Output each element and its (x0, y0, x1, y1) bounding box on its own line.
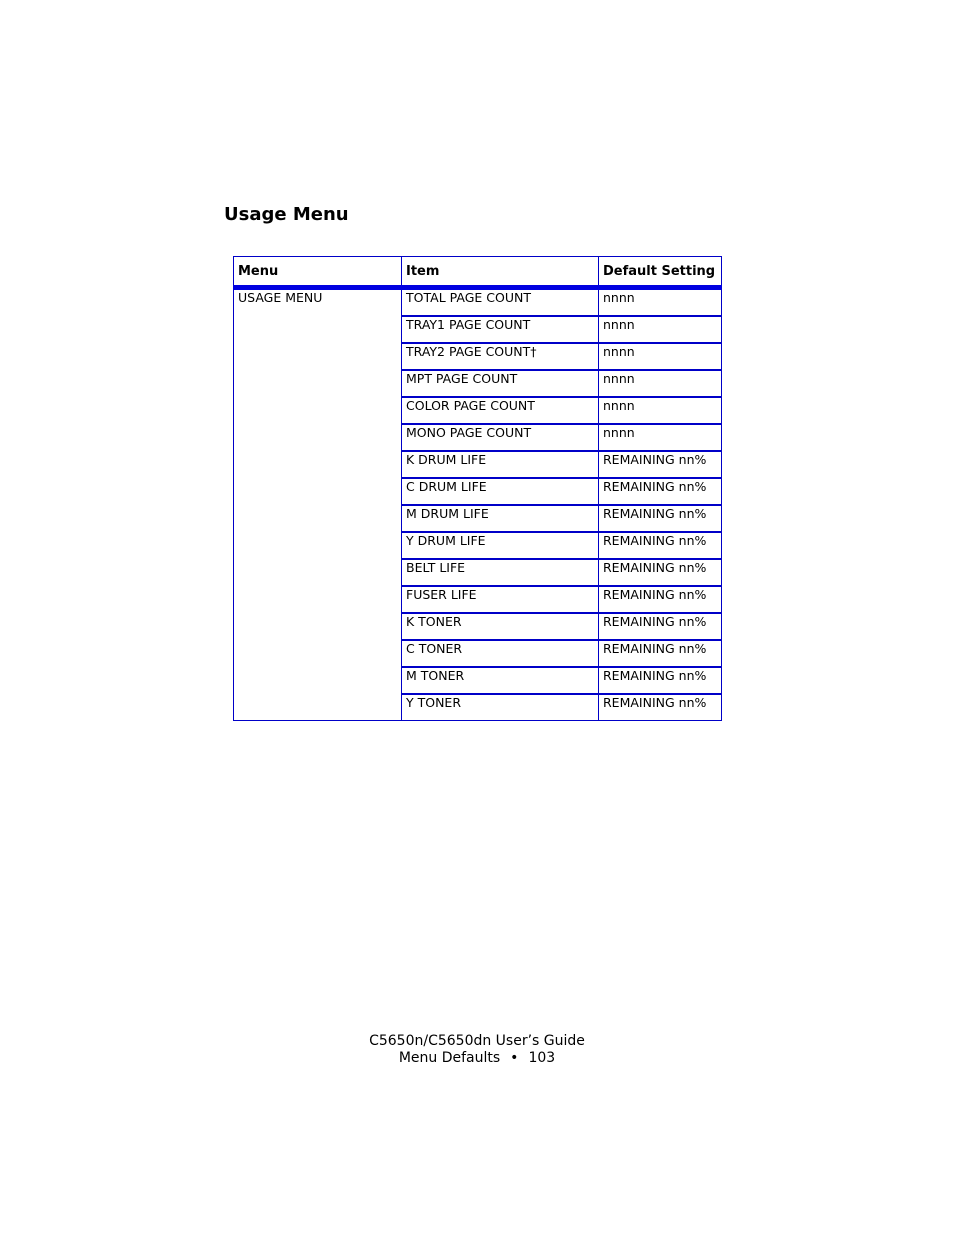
default-setting-cell: REMAINING nn% (599, 667, 722, 694)
default-setting-cell: REMAINING nn% (599, 559, 722, 586)
footer-page-number: 103 (528, 1050, 556, 1066)
item-cell: M TONER (402, 667, 599, 694)
item-cell: COLOR PAGE COUNT (402, 397, 599, 424)
default-setting-cell: REMAINING nn% (599, 505, 722, 532)
item-cell: C DRUM LIFE (402, 478, 599, 505)
default-setting-cell: REMAINING nn% (599, 640, 722, 667)
item-cell: Y TONER (402, 694, 599, 721)
header-item: Item (402, 257, 599, 288)
default-setting-cell: REMAINING nn% (599, 694, 722, 721)
menu-cell: USAGE MENU (234, 288, 402, 721)
default-setting-cell: nnnn (599, 288, 722, 317)
default-setting-cell: REMAINING nn% (599, 613, 722, 640)
table-header-row (234, 257, 722, 288)
item-cell: C TONER (402, 640, 599, 667)
item-cell: FUSER LIFE (402, 586, 599, 613)
item-cell: K DRUM LIFE (402, 451, 599, 478)
default-setting-cell: nnnn (599, 370, 722, 397)
item-cell: MPT PAGE COUNT (402, 370, 599, 397)
item-cell: TRAY1 PAGE COUNT (402, 316, 599, 343)
item-cell: BELT LIFE (402, 559, 599, 586)
default-setting-cell: REMAINING nn% (599, 532, 722, 559)
item-cell: TOTAL PAGE COUNT (402, 288, 599, 317)
default-setting-cell: REMAINING nn% (599, 478, 722, 505)
item-cell: Y DRUM LIFE (402, 532, 599, 559)
header-default-setting: Default Setting (599, 257, 722, 288)
table-row (234, 288, 722, 317)
item-cell: K TONER (402, 613, 599, 640)
usage-menu-table (233, 256, 722, 721)
page-footer (0, 1033, 954, 1067)
page-title: Usage Menu (224, 204, 349, 225)
default-setting-cell: REMAINING nn% (599, 586, 722, 613)
footer-section: Menu Defaults (398, 1050, 501, 1066)
footer-bullet: • (510, 1050, 519, 1066)
default-setting-cell: nnnn (599, 316, 722, 343)
default-setting-cell: nnnn (599, 397, 722, 424)
footer-guide-title: C5650n/C5650dn User’s Guide (369, 1033, 585, 1049)
header-menu: Menu (234, 257, 402, 288)
default-setting-cell: nnnn (599, 424, 722, 451)
item-cell: M DRUM LIFE (402, 505, 599, 532)
item-cell: MONO PAGE COUNT (402, 424, 599, 451)
default-setting-cell: REMAINING nn% (599, 451, 722, 478)
default-setting-cell: nnnn (599, 343, 722, 370)
item-cell: TRAY2 PAGE COUNT† (402, 343, 599, 370)
footer-page-info (0, 1050, 954, 1067)
table-body (234, 288, 722, 721)
